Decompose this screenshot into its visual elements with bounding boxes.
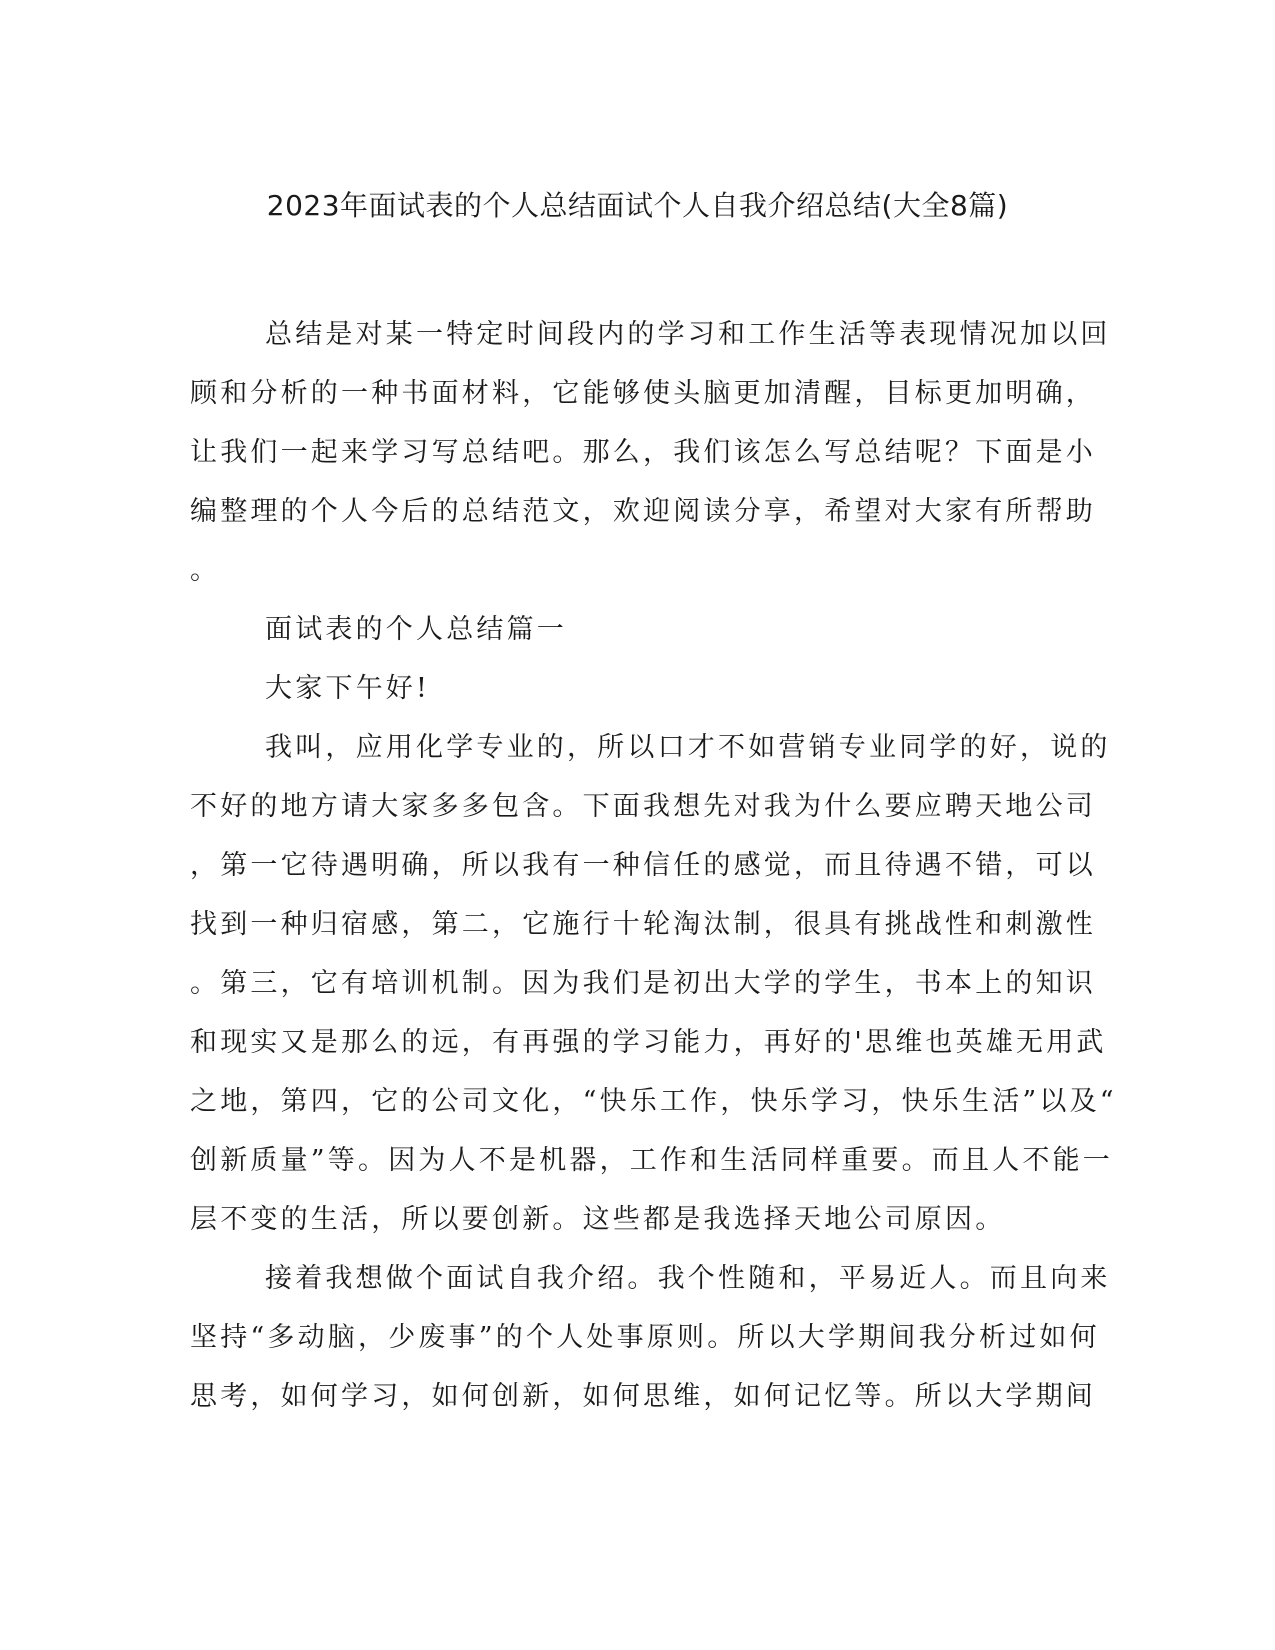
- paragraph-line: 思考，如何学习，如何创新，如何思维，如何记忆等。所以大学期间: [190, 1381, 1096, 1412]
- paragraph-line: 。第三，它有培训机制。因为我们是初出大学的学生，书本上的知识: [190, 968, 1096, 999]
- paragraph-line: 和现实又是那么的远，有再强的学习能力，再好的'思维也英雄无用武: [190, 1027, 1107, 1058]
- document-title: 2023年面试表的个人总结面试个人自我介绍总结(大全8篇): [266, 189, 1009, 222]
- paragraph-line: 创新质量”等。因为人不是机器，工作和生活同样重要。而且人不能一: [190, 1145, 1114, 1176]
- paragraph-line: 总结是对某一特定时间段内的学习和工作生活等表现情况加以回: [265, 319, 1111, 350]
- paragraph-line: 编整理的个人今后的总结范文，欢迎阅读分享，希望对大家有所帮助: [190, 496, 1096, 527]
- paragraph-line: 我叫，应用化学专业的，所以口才不如营销专业同学的好，说的: [265, 732, 1111, 763]
- paragraph-line: 坚持“多动脑，少废事”的个人处事原则。所以大学期间我分析过如何: [190, 1322, 1100, 1353]
- paragraph-line: 顾和分析的一种书面材料，它能够使头脑更加清醒，目标更加明确，: [190, 378, 1096, 409]
- paragraph-line: 接着我想做个面试自我介绍。我个性随和，平易近人。而且向来: [265, 1263, 1111, 1294]
- paragraph-line: ，第一它待遇明确，所以我有一种信任的感觉，而且待遇不错，可以: [190, 850, 1096, 881]
- paragraph-line: 层不变的生活，所以要创新。这些都是我选择天地公司原因。: [190, 1204, 1006, 1235]
- paragraph-line: 让我们一起来学习写总结吧。那么，我们该怎么写总结呢？下面是小: [190, 437, 1096, 468]
- paragraph-line: 不好的地方请大家多多包含。下面我想先对我为什么要应聘天地公司: [190, 791, 1096, 822]
- section-heading: 面试表的个人总结篇一: [265, 614, 567, 645]
- paragraph-line: 找到一种归宿感，第二，它施行十轮淘汰制，很具有挑战性和刺激性: [190, 909, 1096, 940]
- greeting-line: 大家下午好!: [265, 673, 431, 704]
- paragraph-line: 之地，第四，它的公司文化，“快乐工作，快乐学习，快乐生活”以及“: [190, 1086, 1117, 1117]
- paragraph-line: 。: [190, 555, 221, 586]
